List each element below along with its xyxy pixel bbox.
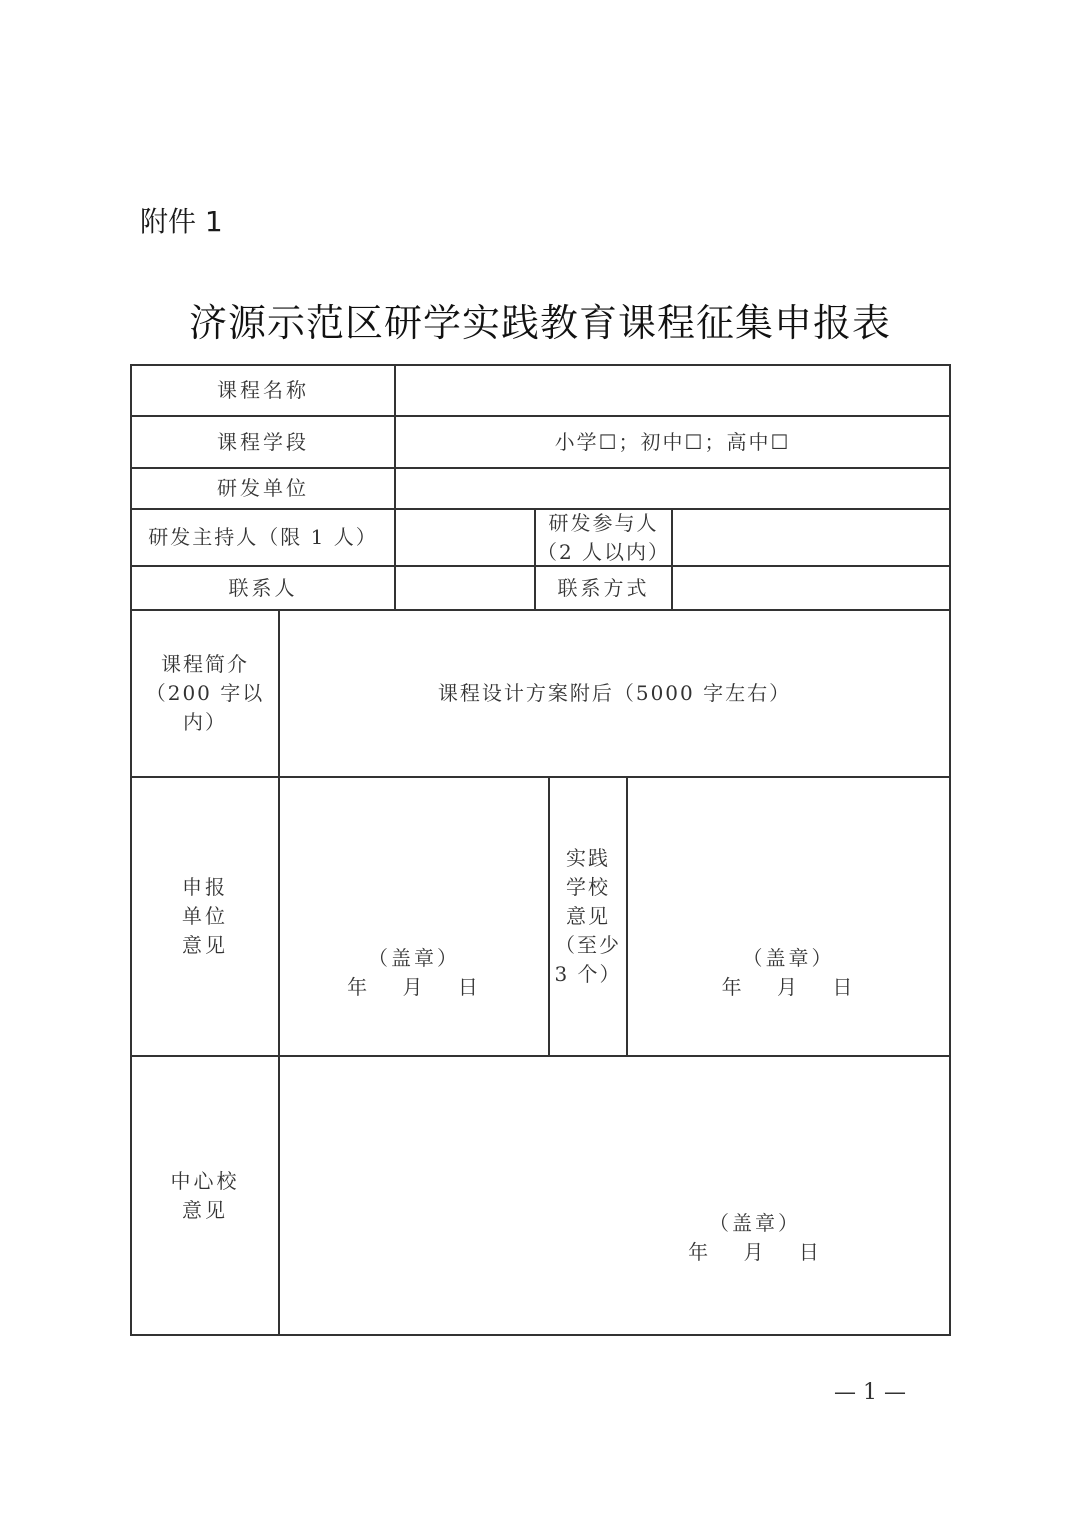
center-stamp: （盖章）	[709, 1211, 801, 1235]
form-title: 济源示范区研学实践教育课程征集申报表	[188, 301, 891, 345]
center-signature-block[interactable]	[670, 1209, 840, 1267]
unit-stamp: （盖章）	[368, 946, 460, 970]
school-opinion-label: 实践 学校 意见 （至少 3 个）	[554, 846, 622, 986]
col-divider	[626, 776, 628, 1057]
page-number: — 1 —	[834, 1380, 906, 1405]
application-form-table	[130, 364, 951, 1336]
center-date: 年 月 日	[688, 1240, 822, 1264]
course-intro-note[interactable]: 课程设计方案附后（5000 字左右）	[437, 681, 792, 705]
course-stage-options[interactable]: 小学☐；初中☐；高中☐	[554, 429, 791, 454]
contact-label: 联系人	[228, 575, 298, 600]
school-date: 年 月 日	[721, 975, 856, 999]
dev-unit-field[interactable]	[396, 469, 949, 508]
course-name-label: 课程名称	[217, 378, 309, 402]
host-label: 研发主持人（限 1 人）	[148, 525, 378, 549]
center-opinion-label: 中心校 意见	[170, 1168, 240, 1222]
participants-field[interactable]	[673, 510, 949, 565]
course-intro-label: 课程简介 （200 字以内）	[145, 652, 265, 734]
dev-unit-label: 研发单位	[217, 476, 309, 500]
table-border-bottom	[130, 1334, 951, 1336]
participants-label: 研发参与人 （2 人以内）	[536, 510, 671, 564]
unit-date: 年 月 日	[347, 975, 481, 999]
contact-method-label: 联系方式	[557, 575, 650, 600]
contact-method-field[interactable]	[673, 567, 949, 609]
course-name-field[interactable]	[396, 366, 949, 415]
contact-field[interactable]	[396, 567, 534, 609]
course-stage-label: 课程学段	[217, 429, 309, 454]
attachment-label: 附件 1	[140, 205, 223, 238]
unit-opinion-label: 申报 单位 意见	[182, 875, 228, 957]
unit-signature-block[interactable]	[280, 944, 548, 1002]
host-field[interactable]	[396, 510, 534, 565]
school-signature-block[interactable]	[628, 944, 949, 1002]
school-stamp: （盖章）	[742, 946, 835, 970]
